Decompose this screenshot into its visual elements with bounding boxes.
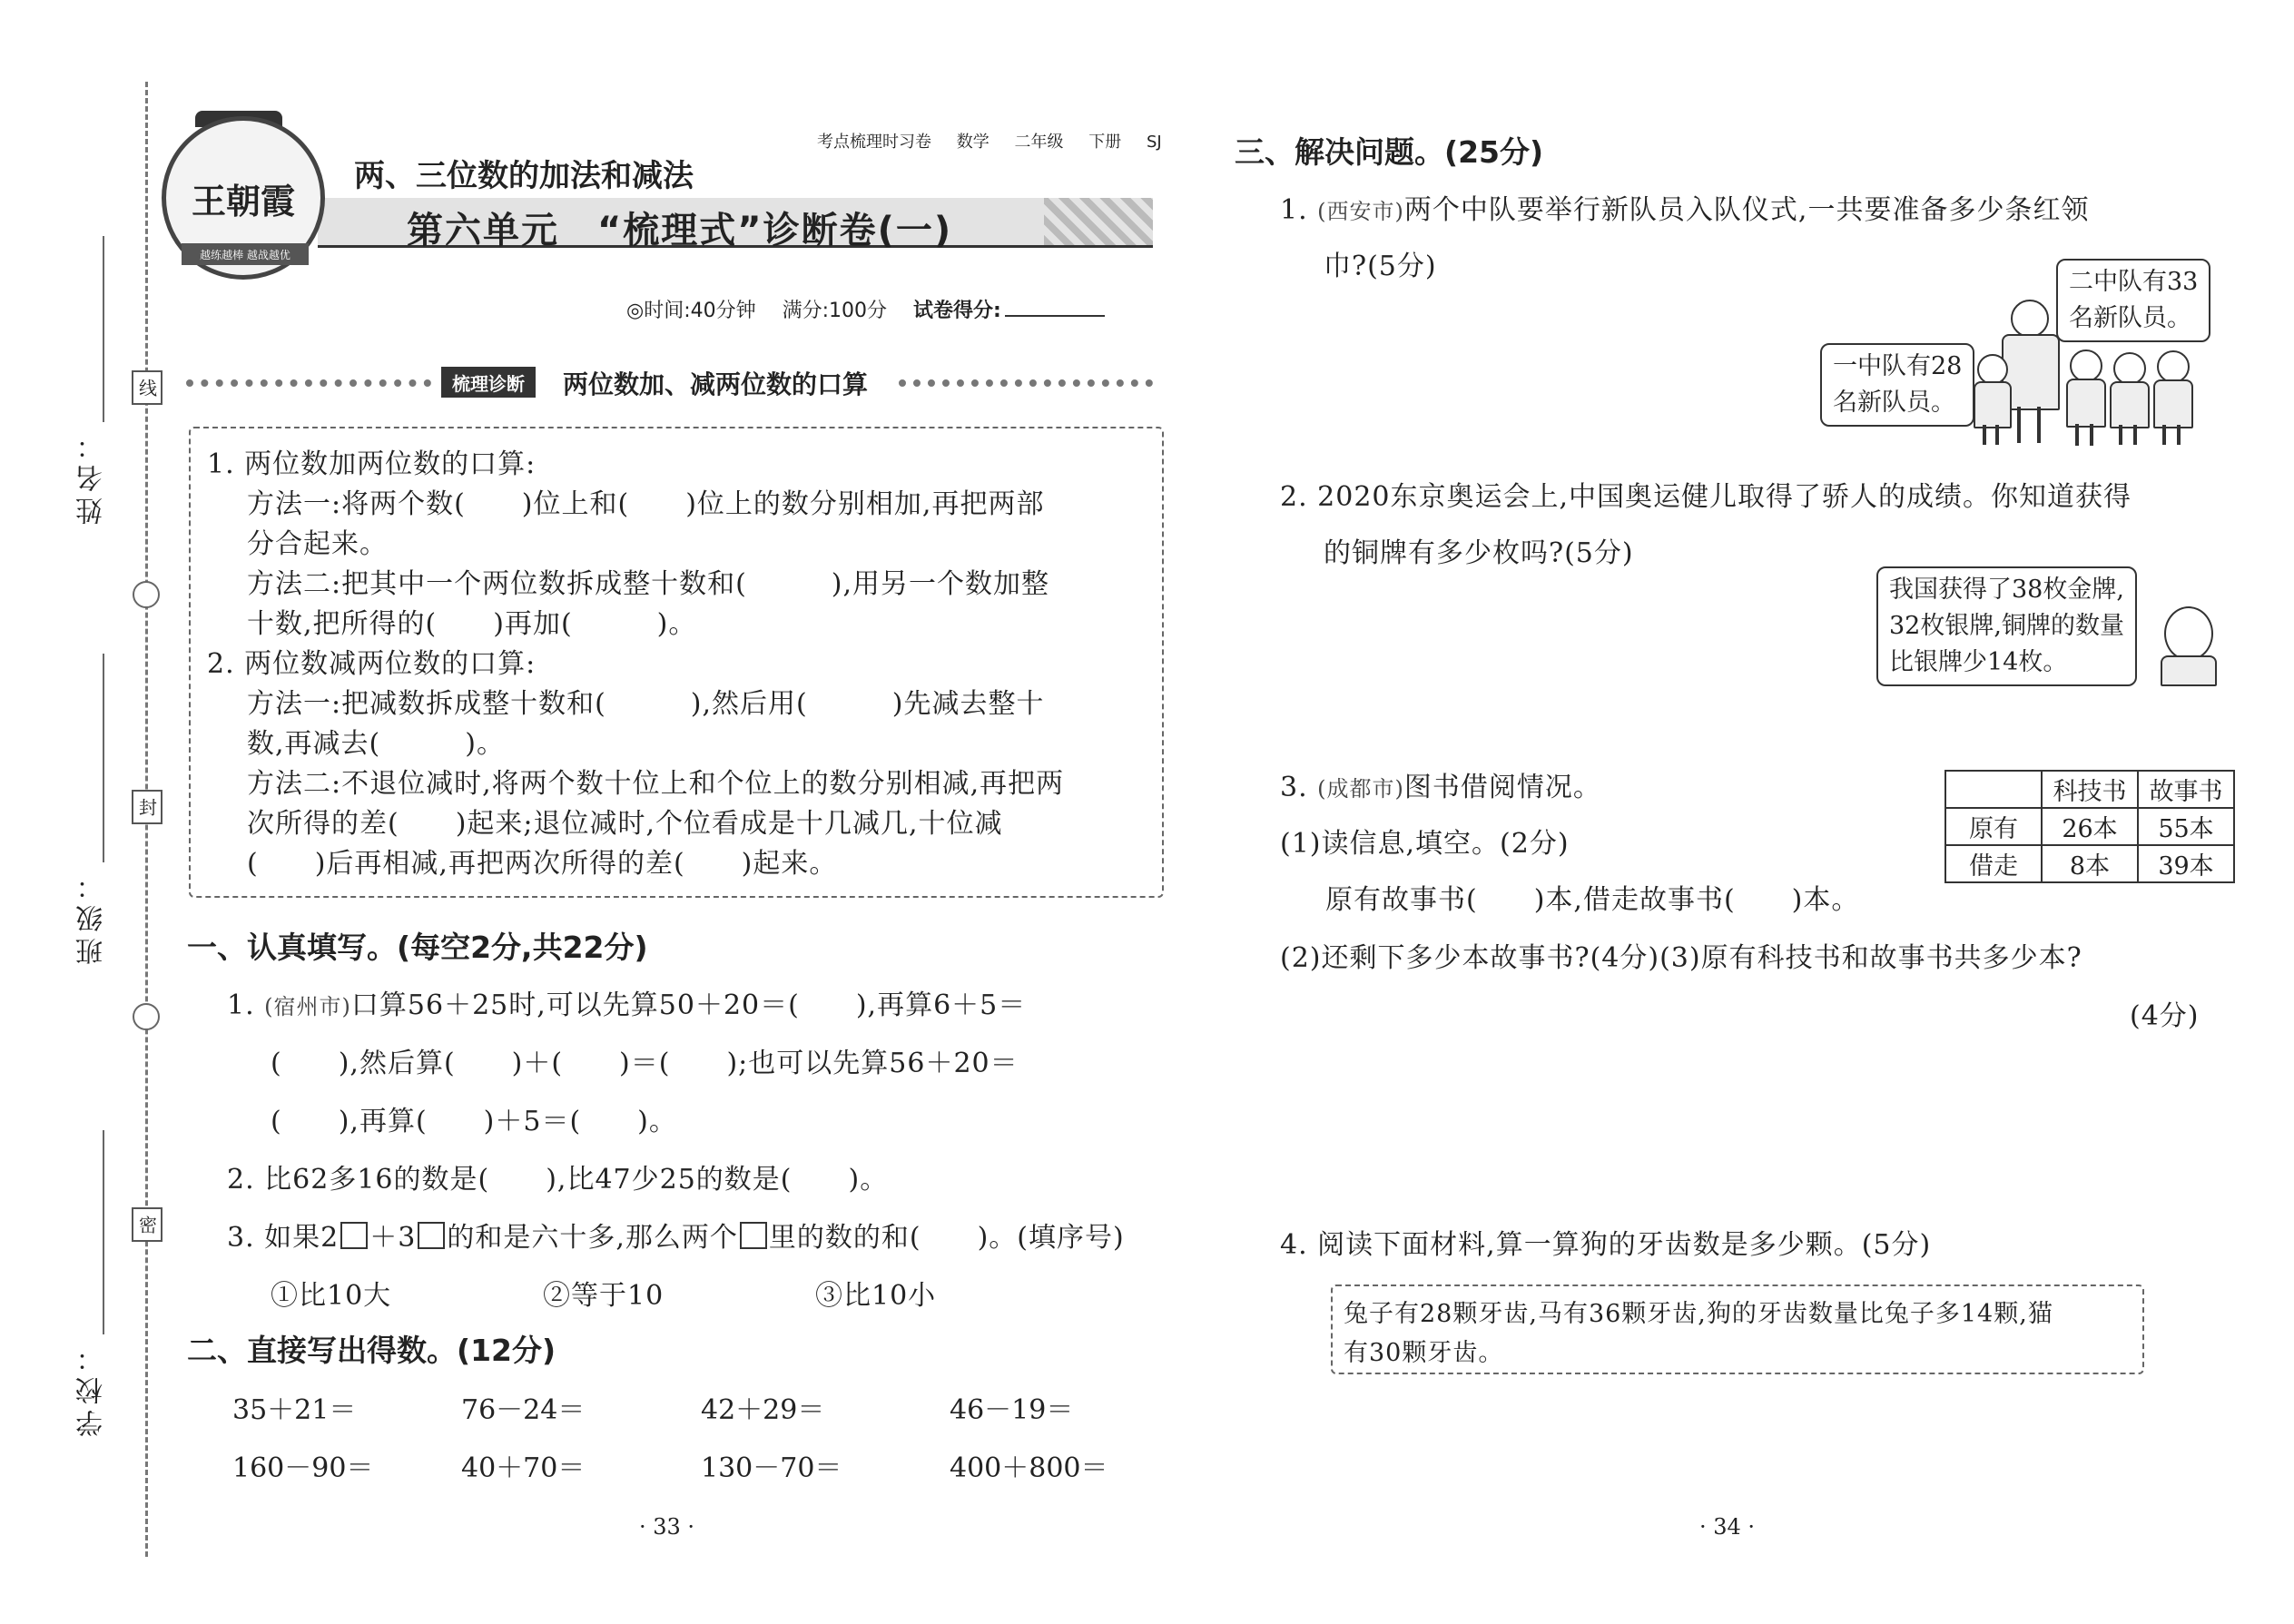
calc-item: 160－90＝ (232, 1452, 374, 1484)
question-text: 图书借阅情况。 (1403, 772, 1601, 803)
q3-text-a: 3. 如果2 (227, 1222, 340, 1254)
class-label: 班级： (76, 867, 108, 965)
kid-head-icon (2113, 352, 2146, 385)
q3-text-b: ＋3 (369, 1222, 417, 1254)
time-limit: ◎时间:40分钟 (626, 300, 756, 322)
summary-line: 2. 两位数减两位数的口算: (207, 648, 537, 680)
binding-circle-2 (133, 1003, 160, 1030)
bubble-line: 比银牌少14枚。 (1889, 648, 2068, 676)
question-text: 口算56＋25时,可以先算50＋20＝( ),再算6＋5＝ (350, 989, 1027, 1021)
kid-head-icon (2070, 349, 2102, 382)
question-1-1-line2: ( ),然后算( )＋( )＝( );也可以先算56＋20＝ (271, 1048, 1019, 1079)
question-1-2: 2. 比62多16的数是( ),比47少25的数是( )。 (227, 1164, 889, 1196)
summary-line: 次所得的差( )起来;退位减时,个位看成是十几减几,十位减 (247, 808, 1003, 840)
series-edition: SJ (1146, 133, 1162, 152)
table-cell: 8本 (2042, 845, 2138, 882)
leg-icon (2037, 407, 2041, 443)
school-underline (103, 1130, 104, 1334)
binding-circle-1 (133, 581, 160, 608)
logo-ribbon: 越练越棒 越战越优 (182, 243, 309, 265)
summary-line: 方法一:将两个数( )位上和( )位上的数分别相加,再把两部 (247, 488, 1045, 520)
banner-dots-left (186, 379, 431, 387)
exam-meta (626, 295, 1125, 323)
leg-icon (1995, 425, 1999, 445)
series-subject: 数学 (956, 133, 989, 152)
question-location: (宿州市) (264, 994, 351, 1019)
material-line: 有30颗牙齿。 (1344, 1339, 1504, 1367)
table-cell: 39本 (2138, 845, 2234, 882)
question-3-2-line2: 的铜牌有多少枚吗?(5分) (1324, 537, 1634, 569)
speech-bubble-medals (1876, 566, 2137, 686)
question-1-3 (227, 1215, 1125, 1255)
question-3-4: 4. 阅读下面材料,算一算狗的牙齿数是多少颗。(5分) (1280, 1229, 1932, 1261)
question-3-3: 3. (成都市)图书借阅情况。 (1280, 772, 1601, 803)
table-header-row (1945, 771, 2234, 808)
calc-item: 42＋29＝ (701, 1394, 825, 1426)
question-3-1-line2: 巾?(5分) (1324, 251, 1437, 282)
leg-icon (2177, 425, 2181, 445)
leg-icon (2075, 424, 2079, 446)
q3-text-d: 里的数的和( )。(填序号) (768, 1222, 1125, 1254)
table-row (1945, 808, 2234, 845)
option-1[interactable]: ①比10大 (271, 1280, 392, 1312)
question-location: (西安市) (1317, 199, 1404, 224)
table-cell: 科技书 (2042, 771, 2138, 808)
teacher-head-icon (2011, 300, 2049, 338)
calc-item: 76－24＝ (461, 1394, 586, 1426)
question-location: (成都市) (1317, 776, 1404, 802)
kid-body-icon (2066, 379, 2106, 428)
leg-icon (1983, 425, 1986, 445)
question-3-3-2: (2)还剩下多少本故事书?(4分)(3)原有科技书和故事书共多少本? (1280, 942, 2082, 974)
title-band-pattern (1044, 198, 1153, 245)
bubble-line: 我国获得了38枚金牌, (1889, 576, 2124, 604)
question-3-1: 1. (西安市)两个中队要举行新队员入队仪式,一共要准备多少条红领 (1280, 194, 2090, 226)
summary-line: 方法二:不退位减时,将两个数十位上和个位上的数分别相减,再把两 (247, 768, 1065, 800)
calc-item: 130－70＝ (701, 1452, 842, 1484)
leg-icon (2090, 424, 2093, 446)
table-row (1945, 845, 2234, 882)
question-3-2: 2. 2020东京奥运会上,中国奥运健儿取得了骄人的成绩。你知道获得 (1280, 481, 2132, 513)
bubble-line: 二中队有33 (2069, 268, 2199, 296)
score-blank[interactable] (1005, 315, 1105, 317)
table-cell (1945, 771, 2042, 808)
leg-icon (2133, 425, 2137, 445)
girl-body-icon (2161, 655, 2217, 686)
material-line: 兔子有28颗牙齿,马有36颗牙齿,狗的牙齿数量比兔子多14颗,猫 (1344, 1300, 2053, 1328)
series-info (817, 129, 1182, 153)
blank-square-icon (418, 1222, 445, 1249)
bubble-line: 32枚银牌,铜牌的数量 (1889, 612, 2124, 640)
question-3-3-1-text: 原有故事书( )本,借走故事书( )本。 (1325, 884, 1860, 916)
brand-logo: 王朝霞 (162, 116, 325, 280)
section-2-title: 二、直接写出得数。(12分) (187, 1333, 556, 1368)
book-table (1944, 770, 2235, 883)
name-underline (103, 236, 104, 422)
girl-face-icon (2164, 606, 2213, 661)
question-1-1-line3: ( ),再算( )＋5＝( )。 (271, 1106, 677, 1137)
leg-icon (2017, 407, 2021, 443)
series-name: 考点梳理时习卷 (817, 133, 931, 152)
blank-square-icon (340, 1222, 368, 1249)
page-number-left: · 33 · (639, 1514, 695, 1540)
kid-body-icon (2110, 381, 2150, 428)
summary-line: ( )后再相减,再把两次所得的差( )起来。 (247, 848, 838, 880)
full-score: 满分:100分 (782, 300, 888, 322)
question-text: 两个中队要举行新队员入队仪式,一共要准备多少条红领 (1403, 194, 2090, 226)
calc-item: 35＋21＝ (232, 1394, 357, 1426)
calc-item: 40＋70＝ (461, 1452, 586, 1484)
table-cell: 借走 (1945, 845, 2042, 882)
leg-icon (2119, 425, 2122, 445)
banner-dots-right (899, 379, 1153, 387)
kid-head-icon (2157, 350, 2190, 383)
unit-topic-title: 两、三位数的加法和减法 (354, 158, 694, 194)
kid-head-icon (1977, 354, 2008, 385)
calc-item: 400＋800＝ (950, 1452, 1108, 1484)
summary-line: 方法一:把减数拆成整十数和( ),然后用( )先减去整十 (247, 688, 1045, 720)
summary-line: 十数,把所得的( )再加( )。 (247, 608, 697, 640)
bubble-line: 名新队员。 (1833, 389, 1955, 417)
school-label: 学校： (76, 1339, 108, 1437)
speech-bubble-squad-2 (2056, 259, 2210, 342)
option-2[interactable]: ②等于10 (543, 1280, 665, 1312)
name-label: 姓名： (76, 427, 108, 525)
option-3[interactable]: ③比10小 (815, 1280, 937, 1312)
bubble-line: 名新队员。 (2069, 304, 2191, 332)
kid-body-icon (1974, 381, 2012, 428)
seal-secret: 密 (132, 1207, 162, 1242)
banner-title: 两位数加、减两位数的口算 (563, 369, 869, 399)
page-number-right: · 34 · (1699, 1514, 1756, 1540)
series-grade: 二年级 (1014, 133, 1064, 152)
table-cell: 55本 (2138, 808, 2234, 845)
blank-square-icon (740, 1222, 767, 1249)
summary-line: 1. 两位数加两位数的口算: (207, 448, 537, 480)
bubble-line: 一中队有28 (1833, 352, 1963, 380)
speech-bubble-squad-1 (1820, 343, 1974, 427)
summary-line: 方法二:把其中一个两位数拆成整十数和( ),用另一个数加整 (247, 568, 1050, 600)
question-3-3-1: (1)读信息,填空。(2分) (1280, 828, 1570, 860)
section-1-title: 一、认真填写。(每空2分,共22分) (187, 930, 648, 965)
calc-item: 46－19＝ (950, 1394, 1074, 1426)
summary-line: 分合起来。 (247, 528, 388, 560)
score-label: 试卷得分: (913, 300, 1001, 322)
series-volume: 下册 (1088, 133, 1122, 152)
kid-body-icon (2153, 379, 2193, 428)
page-title: 第六单元 “梳理式”诊断卷(一) (407, 210, 953, 251)
table-cell: 26本 (2042, 808, 2138, 845)
class-underline (103, 654, 104, 862)
summary-line: 数,再减去( )。 (247, 728, 505, 760)
question-3-3-3-score: (4分) (2130, 1000, 2200, 1032)
banner-tag: 梳理诊断 (441, 367, 536, 398)
seal-seal: 封 (132, 790, 162, 824)
table-cell: 原有 (1945, 808, 2042, 845)
leg-icon (2162, 425, 2166, 445)
q3-text-c: 的和是六十多,那么两个 (447, 1222, 738, 1254)
seal-line: 线 (132, 370, 162, 405)
section-3-title: 三、解决问题。(25分) (1235, 134, 1544, 170)
table-cell: 故事书 (2138, 771, 2234, 808)
question-1-1: 1. (宿州市)口算56＋25时,可以先算50＋20＝( ),再算6＋5＝ (227, 989, 1027, 1021)
